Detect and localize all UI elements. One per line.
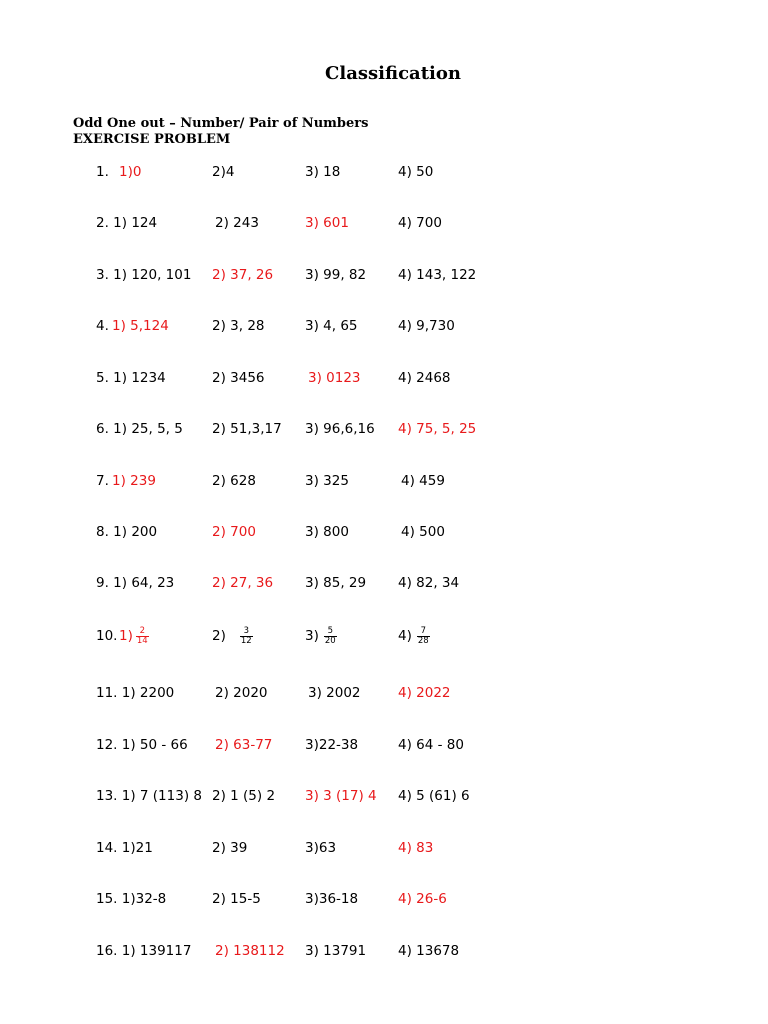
answer-option	[119, 624, 149, 648]
option-text: 15. 1)32-8	[96, 891, 167, 907]
question-label	[96, 887, 166, 911]
option-text: 4) 5 (61) 6	[398, 788, 470, 804]
option-text: 3) 0123	[308, 370, 361, 386]
option-text: 11. 1) 2200	[96, 685, 175, 701]
option	[401, 469, 445, 493]
option-text: 2) 138112	[215, 943, 285, 959]
option	[305, 263, 366, 287]
option-text: 2) 243	[215, 215, 259, 231]
option-text: 1)0	[119, 164, 142, 180]
option	[305, 520, 349, 544]
option	[212, 314, 265, 338]
option	[398, 160, 433, 184]
option-text: 2) 700	[212, 524, 256, 540]
answer-option	[212, 263, 273, 287]
question-row	[0, 211, 768, 235]
section-heading: EXERCISE PROBLEM	[73, 132, 231, 147]
option-text: 2) 15-5	[212, 891, 261, 907]
question-label	[96, 939, 191, 963]
option-text: 1) 239	[112, 473, 156, 489]
option-text: 4) 459	[401, 473, 445, 489]
option-text: 2)	[212, 628, 226, 644]
answer-option	[215, 939, 285, 963]
option	[398, 939, 459, 963]
answer-option	[215, 733, 272, 757]
option-text: 2) 51,3,17	[212, 421, 282, 437]
option-text: 4.	[96, 318, 109, 334]
option-text: 3) 3 (17) 4	[305, 788, 377, 804]
option	[398, 784, 470, 808]
answer-option	[305, 211, 349, 235]
option-text: 3) 4, 65	[305, 318, 358, 334]
question-label	[96, 681, 174, 705]
option	[212, 417, 282, 441]
page-title: Classification	[325, 63, 461, 84]
option	[398, 733, 464, 757]
option-text: 4)	[398, 628, 412, 644]
option	[215, 211, 259, 235]
option-text: 4) 9,730	[398, 318, 455, 334]
question-row	[0, 887, 768, 911]
option-text: 1.	[96, 164, 109, 180]
option	[212, 469, 256, 493]
question-row	[0, 836, 768, 860]
question-label	[96, 836, 153, 860]
question-label	[96, 520, 157, 544]
option-text: 4) 2468	[398, 370, 451, 386]
option-text: 3) 800	[305, 524, 349, 540]
option-text: 2) 39	[212, 840, 248, 856]
answer-option	[398, 836, 433, 860]
option-text: 3)22-38	[305, 737, 359, 753]
option-text: 13. 1) 7 (113) 8	[96, 788, 202, 804]
option-text: 3) 2002	[308, 685, 361, 701]
option	[305, 624, 337, 648]
option-text: 2) 3456	[212, 370, 265, 386]
option-text: 4) 83	[398, 840, 434, 856]
option-text: 3) 99, 82	[305, 267, 367, 283]
option	[212, 624, 253, 648]
option	[398, 571, 459, 595]
fraction-denominator: 14	[136, 635, 148, 646]
answer-option	[212, 571, 273, 595]
question-row	[0, 469, 768, 493]
option	[305, 469, 349, 493]
option	[212, 160, 234, 184]
fraction-numerator: 5	[327, 625, 333, 636]
question-label	[96, 160, 109, 184]
option	[398, 366, 451, 390]
question-label	[96, 733, 188, 757]
question-row	[0, 417, 768, 441]
question-row	[0, 624, 768, 648]
option-text: 2) 1 (5) 2	[212, 788, 276, 804]
option-text: 2) 628	[212, 473, 256, 489]
question-label	[96, 366, 166, 390]
fraction	[136, 627, 149, 646]
option-text: 4) 26-6	[398, 891, 447, 907]
answer-option	[398, 887, 447, 911]
option	[305, 571, 366, 595]
option-text: 3. 1) 120, 101	[96, 267, 192, 283]
option-text: 6. 1) 25, 5, 5	[96, 421, 183, 437]
option-text: 2) 63-77	[215, 737, 273, 753]
option	[305, 733, 358, 757]
option-text: 2) 37, 26	[212, 267, 274, 283]
option-text: 3) 18	[305, 164, 341, 180]
answer-option	[112, 469, 156, 493]
option-text: 4) 75, 5, 25	[398, 421, 477, 437]
fraction	[417, 627, 430, 646]
option-text: 8. 1) 200	[96, 524, 158, 540]
option-text: 2)4	[212, 164, 235, 180]
option-text: 10.	[96, 628, 118, 644]
question-row	[0, 520, 768, 544]
option-text: 3)	[305, 628, 319, 644]
option-text: 3)36-18	[305, 891, 359, 907]
fraction-denominator: 20	[324, 635, 336, 646]
answer-option	[119, 160, 141, 184]
question-row	[0, 160, 768, 184]
option-text: 1)	[119, 628, 133, 644]
question-row	[0, 571, 768, 595]
option-text: 4) 500	[401, 524, 445, 540]
option-text: 1) 5,124	[112, 318, 169, 334]
question-label	[96, 263, 191, 287]
question-label	[96, 784, 202, 808]
fraction-numerator: 7	[420, 625, 426, 636]
option	[401, 520, 445, 544]
option	[308, 681, 361, 705]
option-text: 14. 1)21	[96, 840, 153, 856]
answer-option	[398, 417, 476, 441]
question-row	[0, 939, 768, 963]
fraction	[240, 627, 253, 646]
option-text: 16. 1) 139117	[96, 943, 192, 959]
option-text: 3)63	[305, 840, 337, 856]
question-label	[96, 571, 174, 595]
option-text: 7.	[96, 473, 109, 489]
question-row	[0, 366, 768, 390]
option	[305, 314, 358, 338]
option	[305, 887, 358, 911]
option-text: 3) 325	[305, 473, 349, 489]
answer-option	[112, 314, 169, 338]
option	[305, 836, 336, 860]
question-label	[96, 314, 109, 338]
option	[212, 366, 265, 390]
question-row	[0, 784, 768, 808]
option-text: 4) 13678	[398, 943, 460, 959]
option-text: 9. 1) 64, 23	[96, 575, 175, 591]
option-text: 3) 601	[305, 215, 349, 231]
option-text: 2) 2020	[215, 685, 268, 701]
option	[305, 160, 340, 184]
option-text: 5. 1) 1234	[96, 370, 166, 386]
option	[398, 211, 442, 235]
option-text: 3) 85, 29	[305, 575, 367, 591]
fraction-numerator: 2	[139, 625, 145, 636]
option	[212, 784, 275, 808]
option-text: 4) 50	[398, 164, 434, 180]
option	[215, 681, 268, 705]
question-row	[0, 263, 768, 287]
question-row	[0, 733, 768, 757]
fraction-numerator: 3	[243, 625, 249, 636]
option	[212, 887, 261, 911]
option-text: 2. 1) 124	[96, 215, 158, 231]
question-row	[0, 314, 768, 338]
option	[212, 836, 247, 860]
option-text: 4) 82, 34	[398, 575, 460, 591]
fraction-denominator: 28	[417, 635, 429, 646]
option-text: 3) 13791	[305, 943, 367, 959]
option-text: 4) 143, 122	[398, 267, 477, 283]
answer-option	[398, 681, 451, 705]
option-text: 3) 96,6,16	[305, 421, 375, 437]
option-text: 2) 27, 36	[212, 575, 274, 591]
option	[398, 314, 455, 338]
question-label	[96, 211, 157, 235]
option	[398, 624, 430, 648]
option	[305, 417, 375, 441]
answer-option	[305, 784, 377, 808]
section-subtitle: Odd One out – Number/ Pair of Numbers	[73, 116, 369, 131]
option-text: 4) 700	[398, 215, 442, 231]
option	[398, 263, 476, 287]
answer-option	[212, 520, 256, 544]
question-row	[0, 681, 768, 705]
fraction	[324, 627, 337, 646]
answer-option	[308, 366, 361, 390]
question-label	[96, 417, 183, 441]
fraction-denominator: 12	[240, 635, 252, 646]
option-text: 4) 2022	[398, 685, 451, 701]
question-label	[96, 469, 109, 493]
option	[305, 939, 366, 963]
option-text: 4) 64 - 80	[398, 737, 464, 753]
option-text: 12. 1) 50 - 66	[96, 737, 188, 753]
option-text: 2) 3, 28	[212, 318, 265, 334]
question-label	[96, 624, 117, 648]
